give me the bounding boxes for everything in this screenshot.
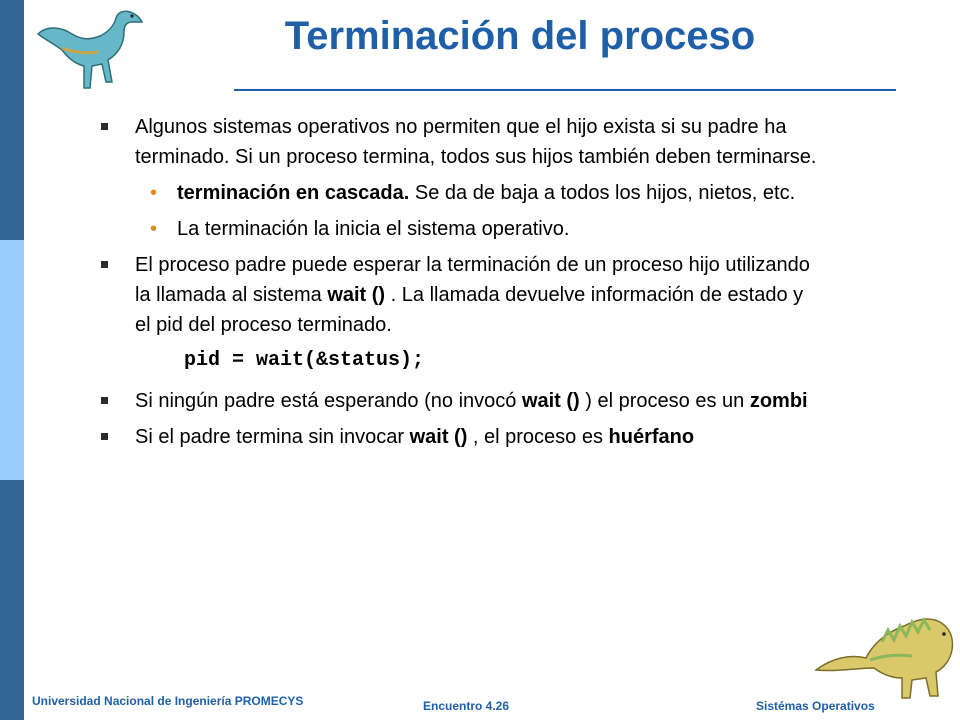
dot-bullet-icon: • [150,218,158,240]
square-bullet-icon [101,433,108,440]
bullet-1 [100,112,820,172]
dinosaur-bottom-icon [812,598,960,702]
square-bullet-icon [101,261,108,268]
sub-bullet-1-bold: terminación en cascada. [177,182,410,204]
bullet-3-text-a: Si ningún padre está esperando (no invocó [135,390,522,412]
bullet-2 [100,250,820,340]
bullet-4-wait: wait () [409,426,468,448]
square-bullet-icon [101,397,108,404]
sub-bullet-1 [100,178,820,208]
left-sidebar-bar [0,0,24,720]
slide-content [100,112,820,458]
sub-bullet-2 [100,214,820,244]
bullet-4-text-a: Si el padre termina sin invocar [135,426,410,448]
bullet-1-text: Algunos sistemas operativos no permiten que el hijo exista si su padre ha terminado. Si un proceso termina, todos sus hijos también deben terminarse. [135,116,817,168]
title-underline [234,89,896,91]
bullet-3 [100,386,820,416]
sidebar-segment-top [0,0,24,240]
footer-course: Sistémas Operativos [756,699,875,713]
bullet-2-text-b: . La llamada devuelve información de estado y el pid del proceso terminado. [135,284,804,336]
sidebar-segment-middle [0,240,24,480]
sub-bullet-2-text: La terminación la inicia el sistema operativo. [177,218,570,240]
bullet-3-text-b: ) el proceso es un [579,390,750,412]
slide-title: Terminación del proceso [284,14,756,58]
bullet-2-wait: wait () [327,284,386,306]
code-line: pid = wait(&status); [184,349,425,372]
bullet-2-text-a: El proceso padre puede esperar la terminación de un proceso hijo utilizando la llamada al sistema [135,254,810,306]
bullet-3-zombi: zombi [749,390,808,412]
footer-university: Universidad Nacional de Ingeniería PROMECYS [32,694,304,708]
footer-slide-number: Encuentro 4.26 [423,699,510,713]
bullet-4-text-b: , el proceso es [467,426,609,448]
dot-bullet-icon: • [150,182,158,204]
sub-bullet-1-text: Se da de baja a todos los hijos, nietos, etc. [409,182,796,204]
bullet-4-huerfano: huérfano [608,426,695,448]
bullet-4 [100,422,820,452]
dinosaur-top-icon [32,4,148,94]
bullet-3-wait: wait () [521,390,580,412]
square-bullet-icon [101,123,108,130]
sidebar-segment-bottom [0,480,24,720]
